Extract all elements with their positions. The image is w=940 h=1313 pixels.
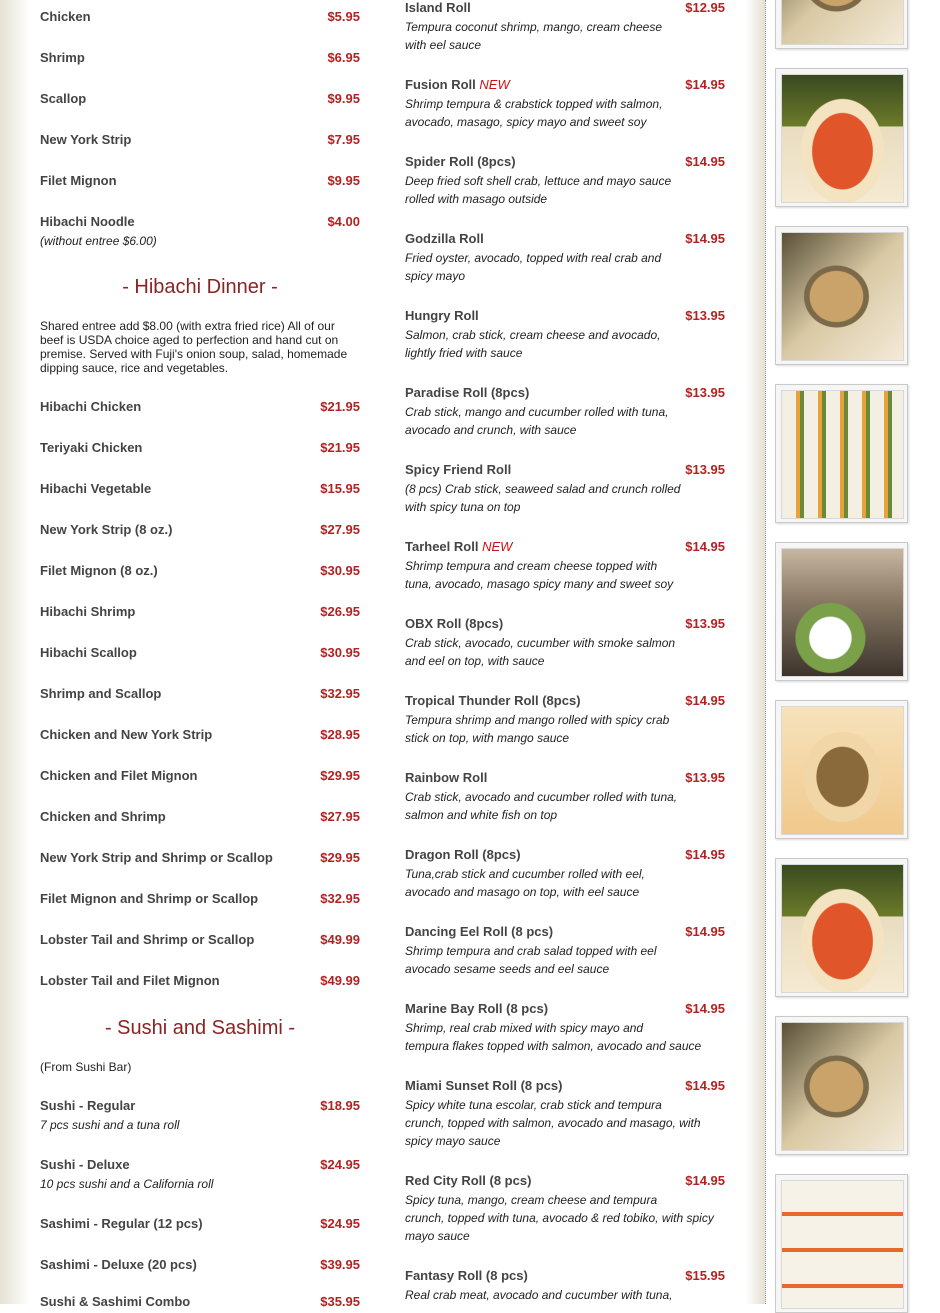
- roll-description-line: Shrimp tempura and crab salad topped with eel: [405, 944, 657, 958]
- item-price: $39.95: [320, 1257, 360, 1272]
- item-name: Scallop: [40, 91, 87, 106]
- item-price: $21.95: [320, 399, 360, 414]
- item-price: $28.95: [320, 727, 360, 742]
- item-name: Hibachi Noodle: [40, 214, 135, 229]
- item-name: Sushi & Sashimi Combo: [40, 1294, 191, 1309]
- item-price: $27.95: [320, 522, 360, 537]
- roll-description: [405, 942, 656, 978]
- item-description: 7 pcs sushi and a tuna roll: [40, 1118, 180, 1132]
- roll-price: $14.95: [685, 1078, 725, 1093]
- item-name: Sashimi - Regular (12 pcs): [40, 1216, 203, 1231]
- sushi-roll-photo: [781, 864, 904, 993]
- item-price: $30.95: [320, 645, 360, 660]
- roll-description-line: (8 pcs) Crab stick, seaweed salad and crunch rolled: [405, 482, 681, 496]
- roll-description-line: stick on top, with mango sauce: [405, 731, 570, 745]
- item-name: Chicken: [40, 9, 91, 24]
- roll-description-line: tuna, avocado, masago spicy many and sweet soy: [405, 577, 674, 591]
- sushi-sashimi-intro: (From Sushi Bar): [40, 1060, 132, 1074]
- item-name: Lobster Tail and Filet Mignon: [40, 973, 220, 988]
- roll-price: $14.95: [685, 1173, 725, 1188]
- item-price: $32.95: [320, 891, 360, 906]
- roll-description-line: Salmon, crab stick, cream cheese and avocado,: [405, 328, 661, 342]
- item-price: $49.99: [320, 973, 360, 988]
- roll-description-line: and eel on top, with sauce: [405, 654, 545, 668]
- roll-name: Rainbow Roll: [405, 770, 488, 785]
- roll-price: $12.95: [685, 0, 725, 15]
- roll-description: [405, 249, 661, 285]
- roll-price: $14.95: [685, 154, 725, 169]
- gallery-thumbnail[interactable]: [775, 384, 908, 523]
- roll-description-line: avocado, masago, spicy mayo and sweet soy: [405, 115, 647, 129]
- roll-name: Miami Sunset Roll (8 pcs): [405, 1078, 563, 1093]
- roll-price: $13.95: [685, 462, 725, 477]
- item-price: $4.00: [327, 214, 360, 229]
- sushi-roll-photo: [781, 0, 904, 45]
- item-name: Filet Mignon: [40, 173, 117, 188]
- roll-price: $14.95: [685, 231, 725, 246]
- item-name: Shrimp and Scallop: [40, 686, 162, 701]
- roll-name-text: Tarheel Roll: [405, 539, 479, 554]
- item-description: 10 pcs sushi and a California roll: [40, 1177, 214, 1191]
- item-price: $49.99: [320, 932, 360, 947]
- roll-description-line: with eel sauce: [405, 38, 482, 52]
- roll-description: [405, 557, 673, 593]
- roll-price: $14.95: [685, 924, 725, 939]
- item-price: $24.95: [320, 1157, 360, 1172]
- item-name: Lobster Tail and Shrimp or Scallop: [40, 932, 255, 947]
- roll-price: $14.95: [685, 847, 725, 862]
- item-price: $27.95: [320, 809, 360, 824]
- sushi-roll-photo: [781, 232, 904, 361]
- middle-gradient-border: [745, 0, 765, 1304]
- item-name: Sushi - Deluxe: [40, 1157, 130, 1172]
- item-name: Hibachi Vegetable: [40, 481, 152, 496]
- item-price: $26.95: [320, 604, 360, 619]
- roll-description: [405, 1019, 701, 1055]
- roll-description: [405, 634, 675, 670]
- sushi-roll-photo: [781, 74, 904, 203]
- roll-name: Marine Bay Roll (8 pcs): [405, 1001, 549, 1016]
- roll-price: $13.95: [685, 308, 725, 323]
- item-name: Hibachi Chicken: [40, 399, 142, 414]
- roll-price: $13.95: [685, 385, 725, 400]
- roll-description: [405, 1096, 701, 1150]
- roll-price: $15.95: [685, 1268, 725, 1283]
- sushi-roll-photo: [781, 1180, 904, 1309]
- item-price: $18.95: [320, 1098, 360, 1113]
- column-divider: [765, 0, 766, 1304]
- sushi-roll-photo: [781, 706, 904, 835]
- roll-description-line: Tempura shrimp and mango rolled with spicy crab: [405, 713, 670, 727]
- roll-name: Godzilla Roll: [405, 231, 484, 246]
- roll-price: $14.95: [685, 1001, 725, 1016]
- gallery-thumbnail[interactable]: [775, 858, 908, 997]
- roll-description: [405, 865, 645, 901]
- roll-price: $13.95: [685, 616, 725, 631]
- roll-name: [405, 539, 512, 554]
- roll-name: Tropical Thunder Roll (8pcs): [405, 693, 581, 708]
- item-name: Hibachi Shrimp: [40, 604, 136, 619]
- roll-description: [405, 172, 671, 208]
- item-price: $35.95: [320, 1294, 360, 1309]
- roll-description: [405, 711, 669, 747]
- roll-name: Dragon Roll (8pcs): [405, 847, 521, 862]
- item-price: $29.95: [320, 768, 360, 783]
- item-name: Sushi - Regular: [40, 1098, 136, 1113]
- roll-description-line: Crab stick, mango and cucumber rolled with tuna,: [405, 405, 669, 419]
- roll-description: [405, 788, 677, 824]
- roll-description-line: salmon and white fish on top: [405, 808, 558, 822]
- roll-description-line: Fried oyster, avocado, topped with real crab and: [405, 251, 662, 265]
- roll-name: Spider Roll (8pcs): [405, 154, 516, 169]
- gallery-thumbnail[interactable]: [775, 700, 908, 839]
- item-description: (without entree $6.00): [40, 234, 157, 248]
- gallery-thumbnail[interactable]: [775, 1174, 908, 1313]
- roll-description: [405, 403, 668, 439]
- item-name: Filet Mignon and Shrimp or Scallop: [40, 891, 259, 906]
- roll-description: [405, 480, 680, 516]
- roll-description-line: Spicy white tuna escolar, crab stick and tempura: [405, 1098, 662, 1112]
- gallery-thumbnail[interactable]: [775, 0, 908, 49]
- roll-description-line: tempura flakes topped with salmon, avocado and sauce: [405, 1039, 702, 1053]
- roll-description-line: lightly fried with sauce: [405, 346, 523, 360]
- item-price: $9.95: [327, 173, 360, 188]
- item-name: Filet Mignon (8 oz.): [40, 563, 158, 578]
- roll-description-line: crunch, topped with tuna, avocado & red tobiko, with spicy: [405, 1211, 714, 1225]
- item-price: $9.95: [327, 91, 360, 106]
- item-price: $30.95: [320, 563, 360, 578]
- hibachi-dinner-intro: Shared entree add $8.00 (with extra fried rice) All of our beef is USDA choice aged to perfection and hand cut on premise. Served with Fuji's onion soup, salad, homemade dipping sauce, rice and vegetables.: [40, 319, 348, 375]
- roll-name: Fantasy Roll (8 pcs): [405, 1268, 528, 1283]
- roll-description-line: avocado sesame seeds and eel sauce: [405, 962, 610, 976]
- item-price: $15.95: [320, 481, 360, 496]
- roll-description: [405, 95, 662, 131]
- roll-description-line: Shrimp, real crab mixed with spicy mayo and: [405, 1021, 644, 1035]
- roll-description-line: avocado and crunch, with sauce: [405, 423, 577, 437]
- roll-description: [405, 326, 660, 362]
- roll-name: [405, 77, 510, 92]
- item-price: $29.95: [320, 850, 360, 865]
- item-name: Teriyaki Chicken: [40, 440, 143, 455]
- roll-price: $13.95: [685, 770, 725, 785]
- roll-description: [405, 18, 662, 54]
- roll-name: Hungry Roll: [405, 308, 479, 323]
- roll-name: Dancing Eel Roll (8 pcs): [405, 924, 554, 939]
- roll-description-line: crunch, topped with salmon, avocado and masago, with: [405, 1116, 701, 1130]
- roll-name: Paradise Roll (8pcs): [405, 385, 530, 400]
- gallery-thumbnail[interactable]: [775, 226, 908, 365]
- item-name: New York Strip (8 oz.): [40, 522, 173, 537]
- item-price: $6.95: [327, 50, 360, 65]
- roll-price: $14.95: [685, 693, 725, 708]
- roll-price: $14.95: [685, 539, 725, 554]
- roll-description-line: spicy mayo: [405, 269, 466, 283]
- roll-description-line: Tuna,crab stick and cucumber rolled with eel,: [405, 867, 645, 881]
- roll-name: OBX Roll (8pcs): [405, 616, 504, 631]
- roll-description-line: avocado and masago on top, with eel sauce: [405, 885, 640, 899]
- roll-description-line: Shrimp tempura & crabstick topped with salmon,: [405, 97, 663, 111]
- item-name: Chicken and New York Strip: [40, 727, 213, 742]
- item-name: Sashimi - Deluxe (20 pcs): [40, 1257, 197, 1272]
- item-price: $21.95: [320, 440, 360, 455]
- roll-description-line: Crab stick, avocado, cucumber with smoke salmon: [405, 636, 676, 650]
- gallery-thumbnail[interactable]: [775, 542, 908, 681]
- roll-name: Red City Roll (8 pcs): [405, 1173, 532, 1188]
- roll-description-line: spicy mayo sauce: [405, 1134, 501, 1148]
- roll-description-line: rolled with masago outside: [405, 192, 548, 206]
- sushi-roll-photo: [781, 1022, 904, 1151]
- item-price: $32.95: [320, 686, 360, 701]
- hibachi-dinner-heading: - Hibachi Dinner -: [122, 276, 278, 298]
- item-price: $24.95: [320, 1216, 360, 1231]
- item-name: Shrimp: [40, 50, 85, 65]
- roll-description: [405, 1286, 672, 1304]
- roll-price: $14.95: [685, 77, 725, 92]
- new-badge: NEW: [482, 539, 513, 554]
- roll-description-line: Crab stick, avocado and cucumber rolled with tuna,: [405, 790, 678, 804]
- roll-name: Island Roll: [405, 0, 471, 15]
- left-gradient-border: [0, 0, 30, 1304]
- item-name: New York Strip and Shrimp or Scallop: [40, 850, 273, 865]
- item-price: $5.95: [327, 9, 360, 24]
- roll-name: Spicy Friend Roll: [405, 462, 512, 477]
- gallery-thumbnail[interactable]: [775, 1016, 908, 1155]
- item-name: New York Strip: [40, 132, 132, 147]
- roll-description: [405, 1191, 714, 1245]
- roll-description-line: Spicy tuna, mango, cream cheese and tempura: [405, 1193, 658, 1207]
- roll-description-line: Real crab meat, avocado and cucumber with tuna,: [405, 1288, 673, 1302]
- item-name: Chicken and Shrimp: [40, 809, 166, 824]
- item-name: Hibachi Scallop: [40, 645, 137, 660]
- roll-description-line: mayo sauce: [405, 1229, 470, 1243]
- new-badge: NEW: [479, 77, 510, 92]
- roll-name-text: Fusion Roll: [405, 77, 476, 92]
- roll-description-line: Deep fried soft shell crab, lettuce and mayo sauce: [405, 174, 672, 188]
- roll-description-line: Tempura coconut shrimp, mango, cream cheese: [405, 20, 663, 34]
- hibachi-grill-photo: [781, 548, 904, 677]
- roll-description-line: Shrimp tempura and cream cheese topped with: [405, 559, 658, 573]
- roll-description-line: with spicy tuna on top: [405, 500, 521, 514]
- item-name: Chicken and Filet Mignon: [40, 768, 198, 783]
- sushi-sashimi-heading: - Sushi and Sashimi -: [104, 1017, 296, 1039]
- item-price: $7.95: [327, 132, 360, 147]
- sushi-roll-photo: [781, 390, 904, 519]
- gallery-thumbnail[interactable]: [775, 68, 908, 207]
